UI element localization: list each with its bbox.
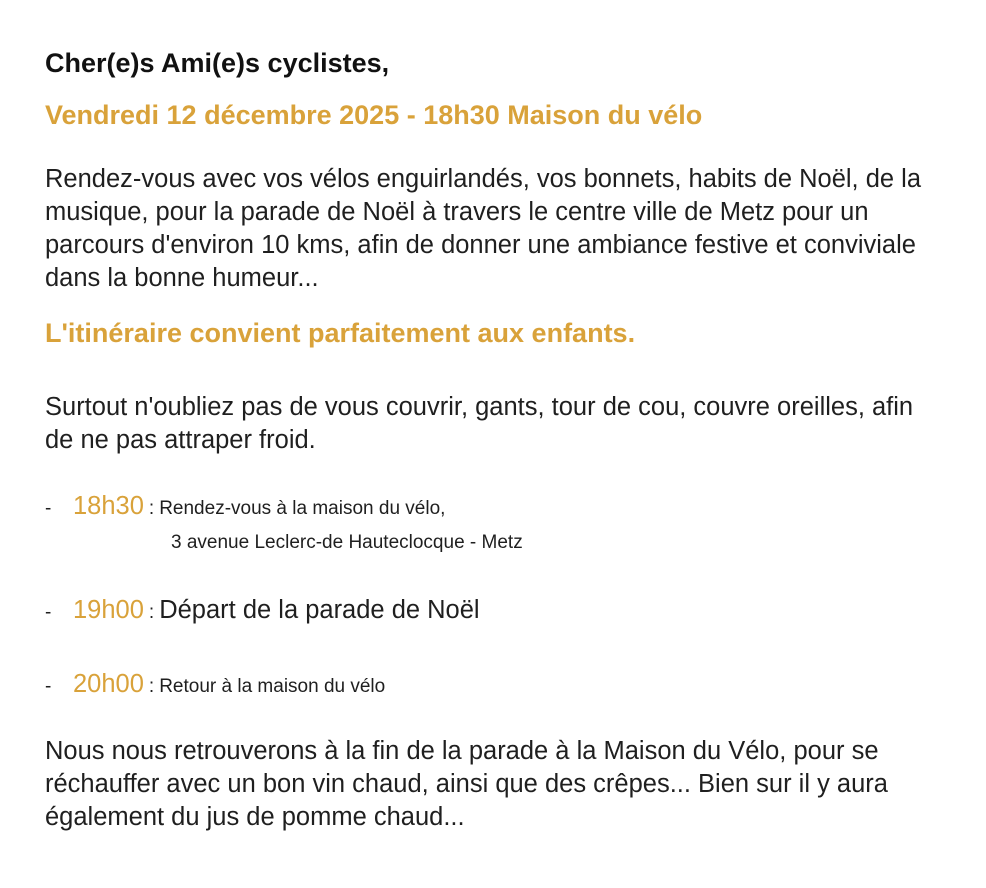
warm-clothing-paragraph: Surtout n'oubliez pas de vous couvrir, gants, tour de cou, couvre oreilles, afin de ne pas attraper froid. — [45, 393, 914, 454]
schedule-item — [45, 596, 480, 625]
bullet-dash: - — [45, 676, 52, 697]
schedule-item — [45, 670, 385, 699]
schedule-time: 19h00 — [73, 596, 144, 624]
bullet-dash: - — [45, 602, 52, 623]
schedule-time: 20h00 — [73, 670, 144, 698]
closing-paragraph: Nous nous retrouverons à la fin de la parade à la Maison du Vélo, pour se réchauffer avec un bon vin chaud, ainsi que des crêpes... Bien sur il y aura également du jus de pomme chaud... — [45, 737, 888, 831]
schedule-text: Départ de la parade de Noël — [159, 596, 480, 624]
bullet-dash: - — [45, 498, 52, 519]
schedule-separator: : — [148, 498, 155, 519]
schedule-separator: : — [148, 676, 155, 697]
greeting-heading: Cher(e)s Ami(e)s cyclistes, — [45, 48, 390, 78]
schedule-item — [45, 492, 445, 521]
kids-note-heading: L'itinéraire convient parfaitement aux enfants. — [45, 318, 636, 348]
intro-paragraph: Rendez-vous avec vos vélos enguirlandés, vos bonnets, habits de Noël, de la musique, pour la parade de Noël à travers le centre ville de Metz pour un parcours d'environ 10 kms, afin de donner une ambiance festive et conviviale dans la bonne humeur... — [45, 165, 922, 292]
schedule-text: Retour à la maison du vélo — [159, 676, 386, 697]
schedule-separator: : — [148, 602, 155, 623]
schedule-text: Rendez-vous à la maison du vélo, — [159, 498, 446, 519]
schedule-time: 18h30 — [73, 492, 144, 520]
event-date-heading: Vendredi 12 décembre 2025 - 18h30 Maison du vélo — [45, 100, 703, 130]
schedule-address: 3 avenue Leclerc-de Hauteclocque - Metz — [171, 532, 523, 553]
